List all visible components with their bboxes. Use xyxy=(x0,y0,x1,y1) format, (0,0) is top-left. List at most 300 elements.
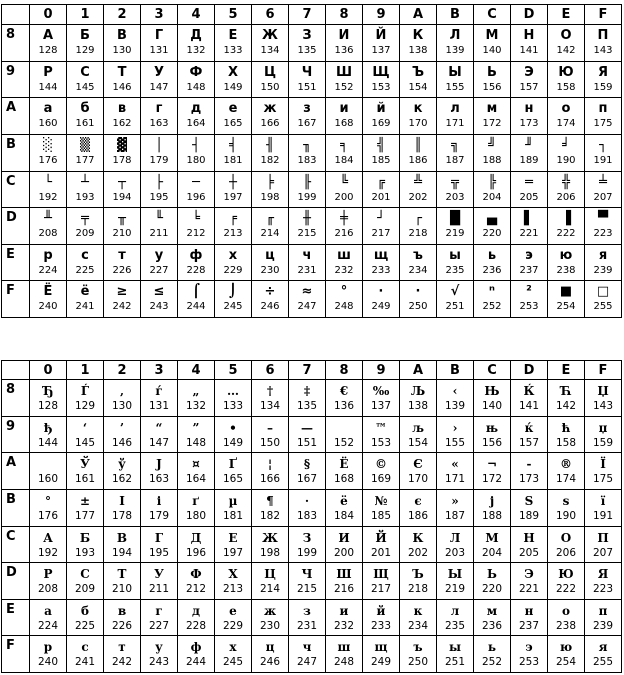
char-code: 195 xyxy=(148,546,170,559)
char-cell xyxy=(511,171,548,208)
char-code: 168 xyxy=(333,473,355,486)
char-cell xyxy=(326,563,363,600)
char-glyph: м xyxy=(486,101,498,117)
table-row xyxy=(2,599,622,636)
table-row xyxy=(2,563,622,600)
char-cell xyxy=(363,490,400,527)
char-cell xyxy=(215,171,252,208)
char-glyph: ┴ xyxy=(81,174,89,190)
char-glyph: ц xyxy=(265,640,275,655)
char-cell xyxy=(252,416,289,453)
char-glyph: ╠ xyxy=(488,174,496,190)
char-cell xyxy=(326,380,363,417)
char-glyph: ≥ xyxy=(116,284,128,300)
char-code: 165 xyxy=(223,118,243,130)
char-glyph: ╨ xyxy=(44,211,52,227)
char-code: 148 xyxy=(185,436,207,449)
char-glyph: ┬ xyxy=(118,174,126,190)
char-glyph: ± xyxy=(79,494,91,509)
char-glyph: ы xyxy=(449,247,461,263)
char-code: 221 xyxy=(518,583,540,596)
char-cell xyxy=(437,244,474,281)
char-cell xyxy=(67,98,104,135)
char-code: 254 xyxy=(556,301,576,313)
char-glyph: Ю xyxy=(558,567,574,582)
char-code: 174 xyxy=(556,118,576,130)
table-row xyxy=(2,281,622,318)
char-glyph: ф xyxy=(190,640,202,655)
char-glyph: д xyxy=(190,101,202,117)
char-glyph: □ xyxy=(596,284,610,300)
char-code: 139 xyxy=(445,45,465,57)
char-code: 179 xyxy=(148,510,170,523)
char-cell xyxy=(30,416,67,453)
char-code: 189 xyxy=(519,155,539,167)
char-code: 211 xyxy=(149,228,169,240)
char-cell xyxy=(437,135,474,172)
char-cell xyxy=(585,98,622,135)
char-glyph: ч xyxy=(302,640,312,655)
char-code: 231 xyxy=(297,264,317,276)
column-header: F xyxy=(585,361,622,380)
char-cell xyxy=(215,244,252,281)
char-code: 236 xyxy=(481,619,503,632)
char-glyph: ╜ xyxy=(525,138,533,154)
char-code: 148 xyxy=(186,81,206,93)
char-glyph: Т xyxy=(117,64,127,80)
char-code: 184 xyxy=(333,510,355,523)
char-cell xyxy=(400,135,437,172)
char-glyph: │ xyxy=(155,138,163,154)
char-glyph: н xyxy=(524,101,534,117)
char-code: 166 xyxy=(259,473,281,486)
char-code: 204 xyxy=(481,546,503,559)
column-header: 0 xyxy=(30,361,67,380)
char-glyph: ─ xyxy=(192,174,200,190)
char-glyph: § xyxy=(303,457,311,472)
char-code: 206 xyxy=(555,546,577,559)
char-code: 187 xyxy=(445,155,465,167)
char-cell xyxy=(67,636,104,673)
char-code: 197 xyxy=(222,546,244,559)
row-header: A xyxy=(2,453,30,490)
char-code: 255 xyxy=(592,656,614,669)
char-code: 173 xyxy=(519,118,539,130)
char-cell xyxy=(178,416,215,453)
char-glyph: ъ xyxy=(413,247,423,263)
char-code: 245 xyxy=(222,656,244,669)
char-glyph: - xyxy=(526,457,532,472)
char-cell xyxy=(178,281,215,318)
char-cell xyxy=(548,416,585,453)
char-code: 233 xyxy=(370,619,392,632)
char-glyph: ╕ xyxy=(340,138,348,154)
row-header: E xyxy=(2,244,30,281)
column-header: 7 xyxy=(289,361,326,380)
column-header: C xyxy=(474,5,511,25)
char-code: 130 xyxy=(112,45,132,57)
char-code: 180 xyxy=(185,510,207,523)
char-cell xyxy=(104,281,141,318)
char-cell xyxy=(289,380,326,417)
char-code: 197 xyxy=(223,191,243,203)
char-cell xyxy=(30,563,67,600)
char-code: 137 xyxy=(370,400,392,413)
char-cell xyxy=(104,61,141,98)
char-code: 247 xyxy=(297,301,317,313)
char-code: 254 xyxy=(555,656,577,669)
char-glyph: Л xyxy=(449,530,461,545)
char-glyph: ╩ xyxy=(414,174,422,190)
char-code: 189 xyxy=(518,510,540,523)
char-code: 234 xyxy=(408,264,428,276)
char-glyph: М xyxy=(485,28,499,44)
char-code: 182 xyxy=(259,510,281,523)
char-glyph: • xyxy=(229,420,237,435)
koi8-r-code-table xyxy=(1,4,622,318)
char-cell xyxy=(104,416,141,453)
char-cell xyxy=(67,453,104,490)
column-header: 9 xyxy=(363,5,400,25)
table-row xyxy=(2,416,622,453)
char-glyph: Ю xyxy=(558,64,574,80)
char-code: 175 xyxy=(593,118,613,130)
char-glyph: ╖ xyxy=(303,138,311,154)
char-glyph: Б xyxy=(79,530,91,545)
char-code: 157 xyxy=(518,436,540,449)
char-glyph: ╡ xyxy=(229,138,237,154)
char-cell xyxy=(437,599,474,636)
char-code: 196 xyxy=(186,191,206,203)
cp1251-code-table xyxy=(1,360,622,673)
char-code: 223 xyxy=(592,583,614,596)
char-cell xyxy=(437,61,474,98)
char-glyph: ь xyxy=(487,640,497,655)
char-glyph: ¤ xyxy=(192,457,200,472)
char-code: 249 xyxy=(370,656,392,669)
char-code: 213 xyxy=(222,583,244,596)
char-code: 222 xyxy=(556,228,576,240)
char-cell xyxy=(363,171,400,208)
char-cell xyxy=(252,453,289,490)
char-cell xyxy=(252,281,289,318)
char-code: 239 xyxy=(593,264,613,276)
char-code: 130 xyxy=(111,400,133,413)
char-cell xyxy=(474,490,511,527)
char-cell xyxy=(437,380,474,417)
table-row xyxy=(2,98,622,135)
char-code: 159 xyxy=(592,436,614,449)
char-glyph: г xyxy=(155,101,163,117)
char-code: 140 xyxy=(481,400,503,413)
char-cell xyxy=(104,563,141,600)
table-row xyxy=(2,25,622,62)
char-cell xyxy=(437,98,474,135)
char-cell xyxy=(252,490,289,527)
char-cell xyxy=(30,490,67,527)
char-cell xyxy=(400,98,437,135)
char-glyph: ┤ xyxy=(192,138,200,154)
char-glyph: м xyxy=(486,603,498,618)
char-glyph: Ч xyxy=(301,64,313,80)
char-glyph: л xyxy=(450,101,460,117)
column-header: A xyxy=(400,361,437,380)
char-cell xyxy=(289,563,326,600)
char-cell xyxy=(178,380,215,417)
char-code: 172 xyxy=(481,473,503,486)
char-cell xyxy=(178,171,215,208)
char-cell xyxy=(585,135,622,172)
char-glyph: у xyxy=(155,640,163,655)
char-glyph: Ь xyxy=(487,64,497,80)
char-glyph: ‚ xyxy=(119,384,125,399)
char-code: 194 xyxy=(111,546,133,559)
column-header: 5 xyxy=(215,5,252,25)
char-glyph: ╟ xyxy=(303,174,311,190)
char-cell xyxy=(67,563,104,600)
char-code: 220 xyxy=(481,583,503,596)
char-cell xyxy=(400,563,437,600)
char-glyph: э xyxy=(525,247,533,263)
char-cell xyxy=(30,135,67,172)
char-cell xyxy=(215,636,252,673)
char-cell xyxy=(289,599,326,636)
char-glyph: ╒ xyxy=(229,211,237,227)
char-cell xyxy=(326,244,363,281)
char-cell xyxy=(585,25,622,62)
char-code: 182 xyxy=(260,155,280,167)
char-cell xyxy=(363,25,400,62)
char-glyph: З xyxy=(302,530,312,545)
char-cell xyxy=(326,208,363,245)
corner-cell xyxy=(2,361,30,380)
char-glyph: Х xyxy=(227,64,239,80)
char-cell xyxy=(548,453,585,490)
char-glyph: Ц xyxy=(264,567,276,582)
char-glyph: Ф xyxy=(189,64,203,80)
char-code: 230 xyxy=(260,264,280,276)
char-cell xyxy=(289,98,326,135)
char-code: 185 xyxy=(370,510,392,523)
char-cell xyxy=(585,416,622,453)
char-glyph: ш xyxy=(337,640,351,655)
char-cell xyxy=(548,281,585,318)
char-glyph: х xyxy=(228,247,238,263)
char-cell xyxy=(252,208,289,245)
char-code: 153 xyxy=(370,436,392,449)
char-code: 147 xyxy=(149,81,169,93)
char-code: 194 xyxy=(112,191,132,203)
char-code: 195 xyxy=(149,191,169,203)
char-cell xyxy=(178,61,215,98)
char-code: 155 xyxy=(444,436,466,449)
char-code: 243 xyxy=(149,301,169,313)
column-header: 1 xyxy=(67,361,104,380)
char-cell xyxy=(548,244,585,281)
table-row xyxy=(2,526,622,563)
char-cell xyxy=(30,98,67,135)
char-glyph: ” xyxy=(192,420,200,435)
char-code: 245 xyxy=(223,301,243,313)
char-code: 156 xyxy=(481,436,503,449)
char-code: 190 xyxy=(556,155,576,167)
char-glyph: ▌ xyxy=(524,211,534,227)
char-cell xyxy=(474,208,511,245)
char-code: 183 xyxy=(297,155,317,167)
char-glyph: О xyxy=(560,530,572,545)
char-glyph: Ж xyxy=(262,530,278,545)
char-glyph: і xyxy=(156,494,162,509)
char-code: 212 xyxy=(186,228,206,240)
char-code: 205 xyxy=(519,191,539,203)
char-cell xyxy=(511,281,548,318)
char-cell xyxy=(67,281,104,318)
char-glyph: П xyxy=(597,530,609,545)
char-glyph: њ xyxy=(485,420,499,435)
char-code: 168 xyxy=(334,118,354,130)
char-cell xyxy=(474,98,511,135)
char-glyph: є xyxy=(414,494,422,509)
char-cell xyxy=(289,526,326,563)
char-cell xyxy=(585,61,622,98)
char-cell xyxy=(289,135,326,172)
char-code: 133 xyxy=(222,400,244,413)
column-header: 2 xyxy=(104,5,141,25)
char-glyph: А xyxy=(43,530,53,545)
char-code: 139 xyxy=(444,400,466,413)
char-code: 141 xyxy=(518,400,540,413)
char-cell xyxy=(400,490,437,527)
char-code: 209 xyxy=(75,228,95,240)
char-cell xyxy=(67,135,104,172)
char-glyph: Ц xyxy=(263,64,277,80)
char-glyph: ╤ xyxy=(81,211,89,227)
column-header: A xyxy=(400,5,437,25)
char-code: 137 xyxy=(371,45,391,57)
char-glyph: Я xyxy=(597,567,609,582)
char-glyph: Ф xyxy=(190,567,202,582)
char-glyph: Ш xyxy=(336,567,352,582)
char-glyph: Ж xyxy=(262,28,278,44)
char-glyph: ╣ xyxy=(377,138,385,154)
char-cell xyxy=(437,526,474,563)
char-glyph: ┘ xyxy=(377,211,385,227)
char-glyph: Ј xyxy=(156,457,162,472)
char-glyph: Ё xyxy=(43,284,53,300)
char-cell xyxy=(437,25,474,62)
char-code: 251 xyxy=(445,301,465,313)
char-code: 192 xyxy=(37,546,59,559)
row-header: D xyxy=(2,563,30,600)
char-glyph: Ґ xyxy=(228,457,238,472)
char-glyph: ▀ xyxy=(598,211,608,227)
char-code: 190 xyxy=(555,510,577,523)
char-code: 162 xyxy=(112,118,132,130)
char-code: 178 xyxy=(111,510,133,523)
char-code: 214 xyxy=(259,583,281,596)
char-code: 231 xyxy=(296,619,318,632)
char-code: 198 xyxy=(259,546,281,559)
char-cell xyxy=(104,380,141,417)
char-code: 237 xyxy=(519,264,539,276)
column-header: 6 xyxy=(252,5,289,25)
char-glyph: † xyxy=(266,384,274,399)
char-code: 246 xyxy=(260,301,280,313)
char-glyph: ║ xyxy=(414,138,422,154)
char-glyph: у xyxy=(154,247,164,263)
char-cell xyxy=(585,490,622,527)
char-cell xyxy=(252,61,289,98)
char-cell xyxy=(215,453,252,490)
char-code: 252 xyxy=(481,656,503,669)
char-code: 255 xyxy=(593,301,613,313)
char-code: 221 xyxy=(519,228,539,240)
char-glyph: э xyxy=(525,640,533,655)
char-cell xyxy=(30,171,67,208)
char-cell xyxy=(141,171,178,208)
char-code: 146 xyxy=(111,436,133,449)
char-cell xyxy=(511,208,548,245)
char-glyph: ё xyxy=(80,284,90,300)
char-cell xyxy=(511,98,548,135)
char-glyph: У xyxy=(153,64,165,80)
char-cell xyxy=(252,25,289,62)
char-glyph: ‹ xyxy=(452,384,458,399)
char-glyph: д xyxy=(192,603,200,618)
char-cell xyxy=(511,25,548,62)
char-code: 208 xyxy=(37,583,59,596)
char-cell xyxy=(178,25,215,62)
char-cell xyxy=(30,599,67,636)
char-code: 167 xyxy=(297,118,317,130)
char-glyph: ▐ xyxy=(561,211,571,227)
char-cell xyxy=(252,563,289,600)
row-header: A xyxy=(2,98,30,135)
column-header: 7 xyxy=(289,5,326,25)
char-cell xyxy=(474,599,511,636)
char-code: 226 xyxy=(111,619,133,632)
char-glyph: ▒ xyxy=(80,138,90,154)
char-glyph: ▓ xyxy=(117,138,127,154)
char-code: 241 xyxy=(74,656,96,669)
char-cell xyxy=(511,244,548,281)
char-code: 169 xyxy=(370,473,392,486)
char-code: 155 xyxy=(445,81,465,93)
char-code: 149 xyxy=(223,81,243,93)
char-cell xyxy=(326,416,363,453)
char-code: 177 xyxy=(74,510,96,523)
char-glyph: Ы xyxy=(447,567,463,582)
char-glyph: ё xyxy=(340,494,348,509)
char-code: 196 xyxy=(185,546,207,559)
char-glyph: џ xyxy=(598,420,608,435)
column-header: D xyxy=(511,361,548,380)
char-glyph: ╘ xyxy=(192,211,200,227)
char-glyph: Ќ xyxy=(523,384,535,399)
char-glyph: й xyxy=(376,101,386,117)
table-row xyxy=(2,244,622,281)
char-code: 188 xyxy=(481,510,503,523)
char-code: 244 xyxy=(185,656,207,669)
char-cell xyxy=(178,208,215,245)
char-code: 215 xyxy=(296,583,318,596)
char-glyph: © xyxy=(375,457,387,472)
char-code: 229 xyxy=(222,619,244,632)
char-cell xyxy=(30,25,67,62)
char-cell xyxy=(104,244,141,281)
char-cell xyxy=(326,526,363,563)
char-code: 207 xyxy=(592,546,614,559)
